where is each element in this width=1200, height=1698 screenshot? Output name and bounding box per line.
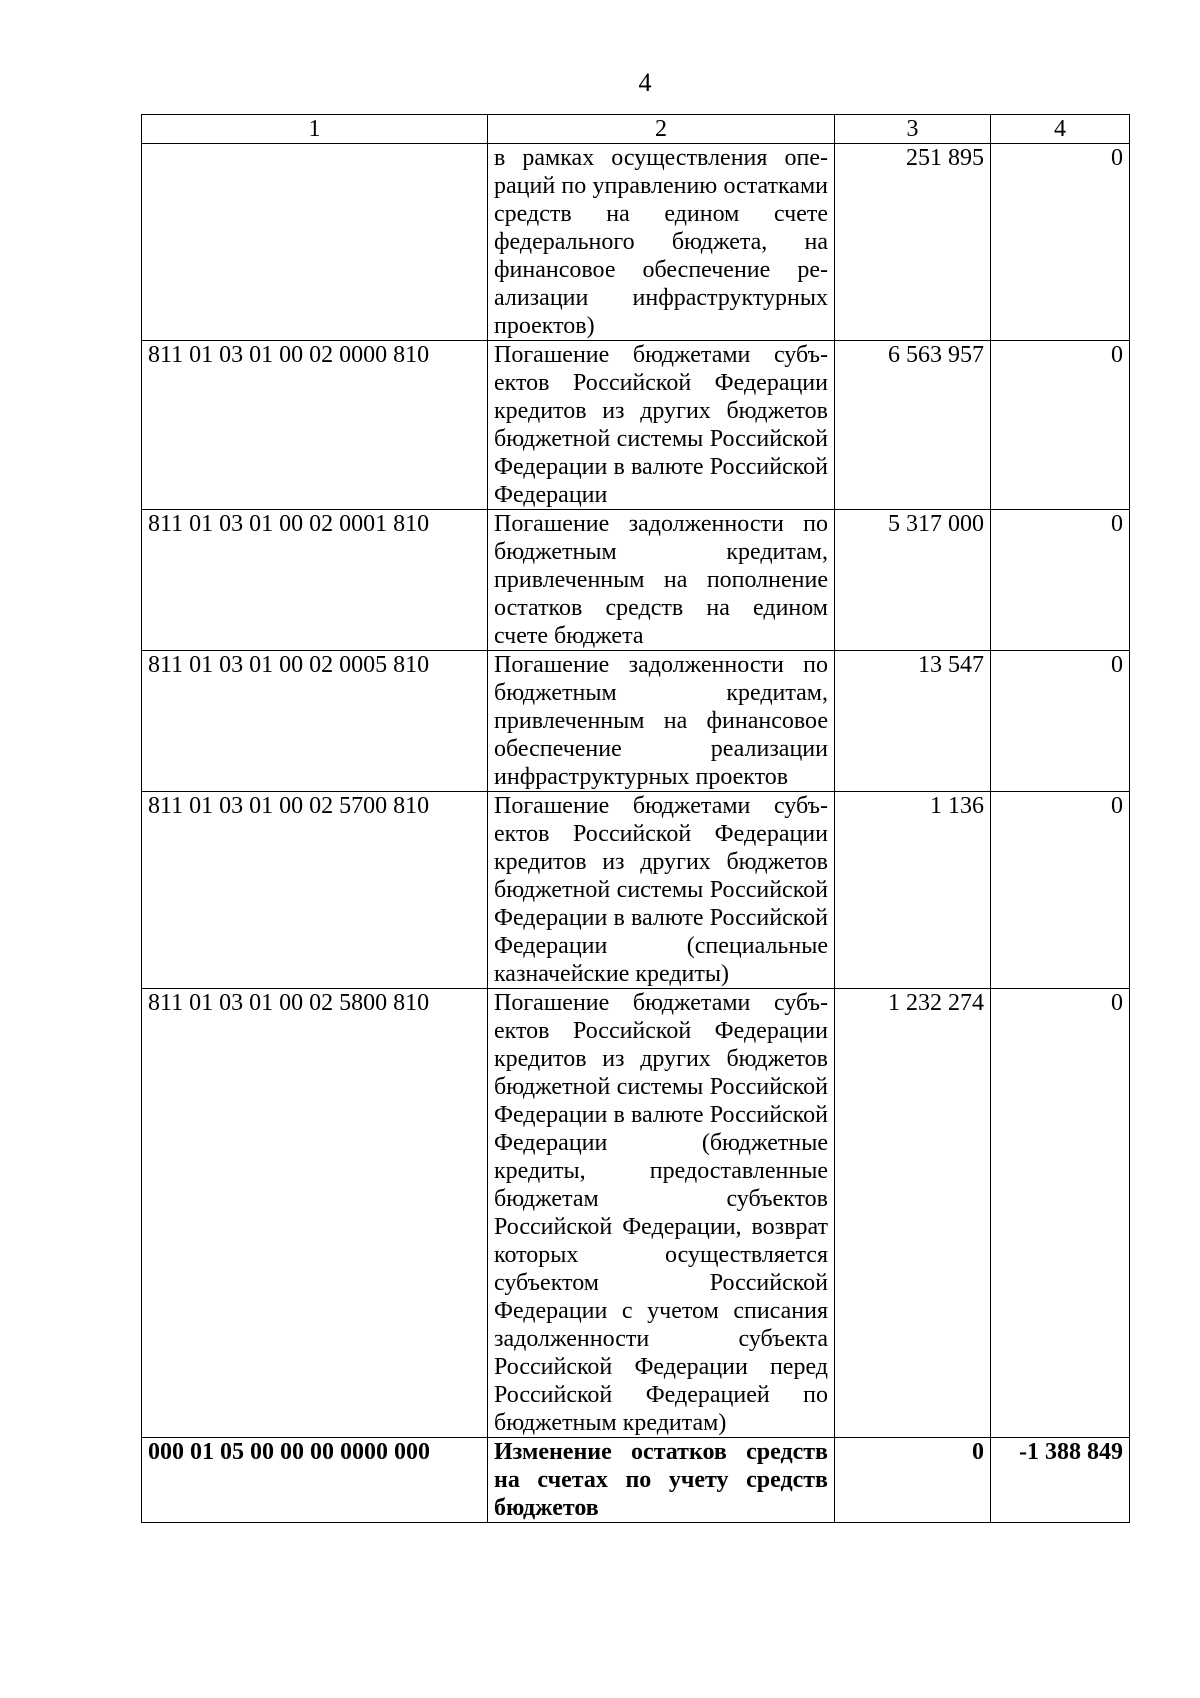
row-code: 811 01 03 01 00 02 0001 810 — [142, 510, 488, 651]
column-header-name: 2 — [488, 115, 835, 144]
column-header-amount-4: 4 — [991, 115, 1130, 144]
page-number: 4 — [638, 68, 652, 97]
row-value-col4: 0 — [991, 510, 1130, 651]
table-row-total — [142, 1438, 1130, 1523]
row-name: Погашение бюджетами субъектов Российской Федерации кредитов из других бюджетов бюджетной системы Российской Федерации в валюте Российской Федерации (бюджетные кредиты, предоставленные бюджетам субъектов Российской Федерации, возврат которых осуществляется субъектом Российской Федерации с учетом списания задолженности субъекта Российской Федерации перед Российской Федерацией по бюджетным кредитам) — [488, 989, 835, 1438]
row-name: Погашение задолженности по бюджетным кредитам, привлеченным на финансовое обеспечение реализации инфраструктурных проектов — [488, 651, 835, 792]
row-value-col4: 0 — [991, 651, 1130, 792]
row-code: 811 01 03 01 00 02 0005 810 — [142, 651, 488, 792]
row-value-col4: 0 — [991, 989, 1130, 1438]
row-code: 811 01 03 01 00 02 5800 810 — [142, 989, 488, 1438]
row-value-col3: 13 547 — [835, 651, 991, 792]
row-code — [142, 144, 488, 341]
row-value-col3: 5 317 000 — [835, 510, 991, 651]
table-row — [142, 341, 1130, 510]
row-value-col4: -1 388 849 — [991, 1438, 1130, 1523]
table-row — [142, 792, 1130, 989]
row-value-col3: 251 895 — [835, 144, 991, 341]
column-header-code: 1 — [142, 115, 488, 144]
row-value-col3: 6 563 957 — [835, 341, 991, 510]
row-name: Погашение задолженности по бюджетным кредитам, привлеченным на пополнение остатков средств на едином счете бюджета — [488, 510, 835, 651]
row-value-col3: 1 232 274 — [835, 989, 991, 1438]
row-value-col4: 0 — [991, 341, 1130, 510]
row-value-col4: 0 — [991, 144, 1130, 341]
row-value-col4: 0 — [991, 792, 1130, 989]
row-value-col3: 0 — [835, 1438, 991, 1523]
table-header-row — [142, 115, 1130, 144]
row-name: Погашение бюджетами субъектов Российской Федерации кредитов из других бюджетов бюджетной системы Российской Федерации в валюте Российской Федерации — [488, 341, 835, 510]
table-row — [142, 144, 1130, 341]
row-name: Погашение бюджетами субъектов Российской Федерации кредитов из других бюджетов бюджетной системы Российской Федерации в валюте Российской Федерации (специальные казначейские кредиты) — [488, 792, 835, 989]
table-row — [142, 510, 1130, 651]
row-name: Изменение остатков средств на счетах по учету средств бюджетов — [488, 1438, 835, 1523]
row-value-col3: 1 136 — [835, 792, 991, 989]
row-code: 000 01 05 00 00 00 0000 000 — [142, 1438, 488, 1523]
table-row — [142, 651, 1130, 792]
budget-table — [141, 114, 1130, 1523]
column-header-amount-3: 3 — [835, 115, 991, 144]
row-code: 811 01 03 01 00 02 5700 810 — [142, 792, 488, 989]
row-code: 811 01 03 01 00 02 0000 810 — [142, 341, 488, 510]
table-row — [142, 989, 1130, 1438]
row-name: в рамках осуществления операций по управлению остатками средств на едином счете федерального бюджета, на финансовое обеспечение реализации инфраструктурных проектов) — [488, 144, 835, 341]
